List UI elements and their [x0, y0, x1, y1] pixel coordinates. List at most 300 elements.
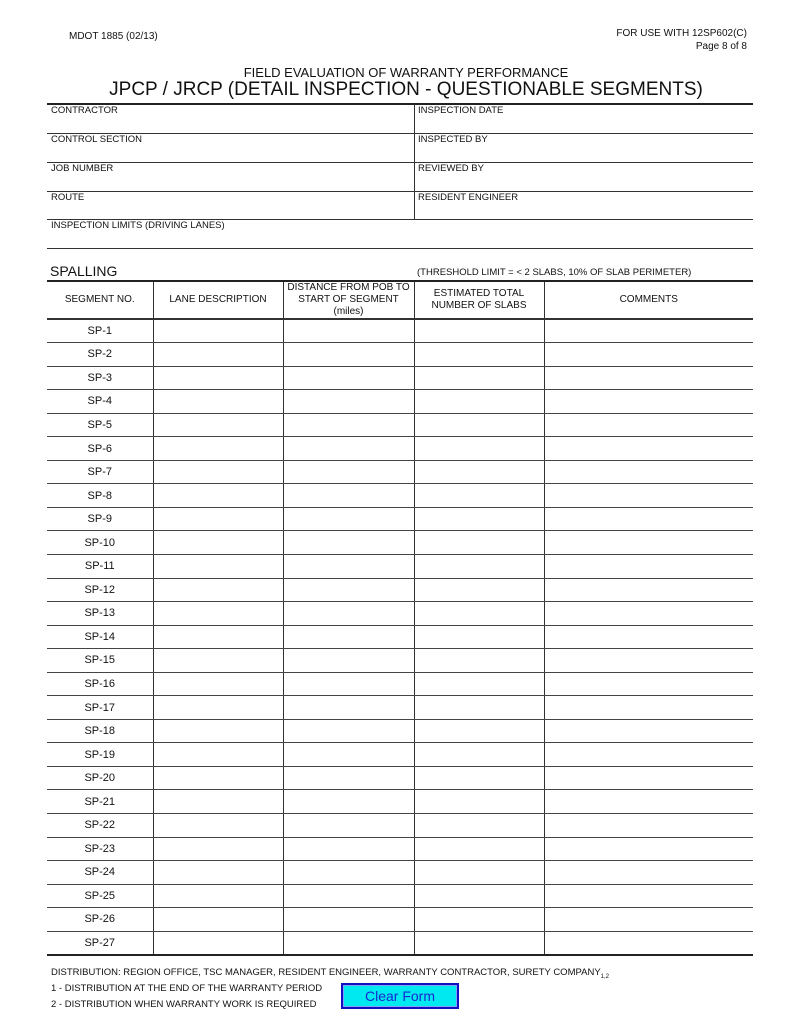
slab-count-input[interactable]: [415, 414, 544, 437]
lane-description-cell: [153, 649, 283, 673]
route-field[interactable]: [51, 204, 409, 218]
distance-cell: [283, 766, 414, 790]
distribution-superscript: 1,2: [600, 973, 609, 980]
page-number: Page 8 of 8: [695, 41, 747, 52]
distance-cell: [283, 554, 414, 578]
slab-count-cell: [414, 602, 544, 626]
form-subtitle: FIELD EVALUATION OF WARRANTY PERFORMANCE: [243, 65, 569, 80]
distance-input[interactable]: [284, 790, 414, 813]
job-number-field[interactable]: [51, 175, 409, 189]
inspection-limits-label: INSPECTION LIMITS (DRIVING LANES): [51, 220, 225, 231]
form-title: JPCP / JRCP (DETAIL INSPECTION - QUESTIONABLE SEGMENTS): [109, 79, 703, 100]
lane-description-input[interactable]: [154, 437, 283, 460]
distance-input[interactable]: [284, 626, 414, 649]
distance-input[interactable]: [284, 602, 414, 625]
slab-count-input[interactable]: [415, 743, 544, 766]
slab-count-cell: [414, 813, 544, 837]
slab-count-input[interactable]: [415, 626, 544, 649]
table-row: [47, 861, 753, 885]
slab-count-input[interactable]: [415, 484, 544, 507]
lane-description-input[interactable]: [154, 885, 283, 908]
inspected-by-label: INSPECTED BY: [418, 134, 488, 145]
reviewed-by-label: REVIEWED BY: [418, 163, 484, 174]
comments-cell: [544, 602, 753, 626]
table-row: [47, 743, 753, 767]
slab-count-input[interactable]: [415, 838, 544, 861]
distance-cell: [283, 813, 414, 837]
header-slabs: ESTIMATED TOTAL NUMBER OF SLABS: [414, 281, 544, 319]
distance-input[interactable]: [284, 461, 414, 484]
contractor-field[interactable]: [51, 117, 409, 131]
slab-count-input[interactable]: [415, 861, 544, 884]
divider: [47, 191, 753, 192]
slab-count-input[interactable]: [415, 367, 544, 390]
comments-input[interactable]: [545, 908, 754, 931]
slab-count-cell: [414, 861, 544, 885]
lane-description-input[interactable]: [154, 767, 283, 790]
comments-input[interactable]: [545, 343, 754, 366]
lane-description-cell: [153, 578, 283, 602]
distance-input[interactable]: [284, 908, 414, 931]
slab-count-cell: [414, 743, 544, 767]
use-with-note: FOR USE WITH 12SP602(C): [616, 28, 747, 39]
slab-count-cell: [414, 578, 544, 602]
control-section-field[interactable]: [51, 146, 409, 160]
slab-count-cell: [414, 437, 544, 461]
distance-input[interactable]: [284, 673, 414, 696]
slab-count-cell: [414, 460, 544, 484]
comments-cell: [544, 743, 753, 767]
lane-description-input[interactable]: [154, 555, 283, 578]
segment-number: SP-26: [47, 908, 153, 932]
inspection-date-field[interactable]: [418, 117, 748, 131]
slab-count-input[interactable]: [415, 508, 544, 531]
distance-input[interactable]: [284, 743, 414, 766]
divider: [47, 162, 753, 163]
slab-count-input[interactable]: [415, 790, 544, 813]
distance-cell: [283, 602, 414, 626]
slab-count-cell: [414, 931, 544, 955]
table-row: [47, 484, 753, 508]
distance-input[interactable]: [284, 437, 414, 460]
segment-number: SP-12: [47, 578, 153, 602]
inspected-by-field[interactable]: [418, 146, 748, 160]
distance-cell: [283, 743, 414, 767]
table-row: [47, 343, 753, 367]
comments-cell: [544, 531, 753, 555]
distance-cell: [283, 696, 414, 720]
lane-description-input[interactable]: [154, 390, 283, 413]
distance-input[interactable]: [284, 367, 414, 390]
lane-description-cell: [153, 531, 283, 555]
comments-input[interactable]: [545, 649, 754, 672]
comments-input[interactable]: [545, 320, 754, 342]
comments-input[interactable]: [545, 814, 754, 837]
header-segment-no: SEGMENT NO.: [47, 281, 153, 319]
slab-count-input[interactable]: [415, 555, 544, 578]
slab-count-input[interactable]: [415, 720, 544, 743]
table-row: [47, 437, 753, 461]
distance-input[interactable]: [284, 649, 414, 672]
comments-cell: [544, 437, 753, 461]
table-row: [47, 531, 753, 555]
form-id: MDOT 1885 (02/13): [69, 31, 158, 42]
distance-cell: [283, 790, 414, 814]
lane-description-cell: [153, 390, 283, 414]
table-row: [47, 366, 753, 390]
comments-input[interactable]: [545, 626, 754, 649]
comments-input[interactable]: [545, 790, 754, 813]
distance-input[interactable]: [284, 508, 414, 531]
segment-number: SP-5: [47, 413, 153, 437]
lane-description-input[interactable]: [154, 814, 283, 837]
slab-count-cell: [414, 484, 544, 508]
comments-input[interactable]: [545, 579, 754, 602]
lane-description-cell: [153, 861, 283, 885]
table-row: [47, 766, 753, 790]
lane-description-input[interactable]: [154, 838, 283, 861]
comments-input[interactable]: [545, 531, 754, 554]
comments-cell: [544, 813, 753, 837]
table-row: [47, 602, 753, 626]
lane-description-cell: [153, 672, 283, 696]
slab-count-input[interactable]: [415, 649, 544, 672]
slab-count-cell: [414, 766, 544, 790]
lane-description-cell: [153, 366, 283, 390]
comments-cell: [544, 507, 753, 531]
slab-count-input[interactable]: [415, 696, 544, 719]
comments-cell: [544, 766, 753, 790]
slab-count-cell: [414, 413, 544, 437]
comments-cell: [544, 696, 753, 720]
segment-number: SP-15: [47, 649, 153, 673]
slab-count-cell: [414, 884, 544, 908]
lane-description-cell: [153, 790, 283, 814]
lane-description-cell: [153, 837, 283, 861]
segment-number: SP-25: [47, 884, 153, 908]
table-row: [47, 672, 753, 696]
comments-input[interactable]: [545, 437, 754, 460]
table-row: [47, 319, 753, 343]
distance-input[interactable]: [284, 696, 414, 719]
lane-description-cell: [153, 319, 283, 343]
comments-cell: [544, 484, 753, 508]
segment-number: SP-19: [47, 743, 153, 767]
footnote-1: 1 - DISTRIBUTION AT THE END OF THE WARRANTY PERIOD: [51, 983, 323, 994]
table-row: [47, 837, 753, 861]
distance-input[interactable]: [284, 555, 414, 578]
lane-description-input[interactable]: [154, 508, 283, 531]
distance-cell: [283, 719, 414, 743]
distance-cell: [283, 460, 414, 484]
lane-description-cell: [153, 484, 283, 508]
slab-count-cell: [414, 366, 544, 390]
comments-input[interactable]: [545, 555, 754, 578]
segment-number: SP-1: [47, 319, 153, 343]
slab-count-cell: [414, 719, 544, 743]
comments-cell: [544, 837, 753, 861]
lane-description-cell: [153, 602, 283, 626]
lane-description-cell: [153, 719, 283, 743]
comments-input[interactable]: [545, 720, 754, 743]
table-row: [47, 884, 753, 908]
slab-count-cell: [414, 672, 544, 696]
slab-count-cell: [414, 649, 544, 673]
lane-description-cell: [153, 696, 283, 720]
slab-count-input[interactable]: [415, 908, 544, 931]
slab-count-input[interactable]: [415, 885, 544, 908]
distance-cell: [283, 861, 414, 885]
comments-cell: [544, 460, 753, 484]
distance-cell: [283, 484, 414, 508]
distance-cell: [283, 625, 414, 649]
distance-cell: [283, 343, 414, 367]
slab-count-input[interactable]: [415, 320, 544, 342]
lane-description-cell: [153, 743, 283, 767]
lane-description-input[interactable]: [154, 908, 283, 931]
distance-cell: [283, 507, 414, 531]
job-number-label: JOB NUMBER: [51, 163, 114, 174]
distance-cell: [283, 437, 414, 461]
lane-description-cell: [153, 437, 283, 461]
lane-description-input[interactable]: [154, 790, 283, 813]
slab-count-cell: [414, 554, 544, 578]
comments-cell: [544, 790, 753, 814]
lane-description-cell: [153, 507, 283, 531]
lane-description-input[interactable]: [154, 673, 283, 696]
lane-description-input[interactable]: [154, 320, 283, 342]
distance-cell: [283, 531, 414, 555]
lane-description-input[interactable]: [154, 414, 283, 437]
comments-cell: [544, 908, 753, 932]
divider: [414, 104, 415, 220]
divider: [47, 103, 753, 105]
comments-input[interactable]: [545, 484, 754, 507]
segment-number: SP-7: [47, 460, 153, 484]
distance-input[interactable]: [284, 320, 414, 342]
distance-input[interactable]: [284, 484, 414, 507]
lane-description-cell: [153, 884, 283, 908]
distance-cell: [283, 390, 414, 414]
distribution-text: DISTRIBUTION: REGION OFFICE, TSC MANAGER, RESIDENT ENGINEER, WARRANTY CONTRACTOR, SURETY COMPANY: [51, 967, 601, 978]
route-label: ROUTE: [51, 192, 85, 203]
lane-description-input[interactable]: [154, 579, 283, 602]
segment-number: SP-14: [47, 625, 153, 649]
lane-description-input[interactable]: [154, 743, 283, 766]
segment-number: SP-18: [47, 719, 153, 743]
comments-cell: [544, 366, 753, 390]
comments-input[interactable]: [545, 767, 754, 790]
comments-input[interactable]: [545, 838, 754, 861]
segment-number: SP-21: [47, 790, 153, 814]
lane-description-cell: [153, 460, 283, 484]
comments-cell: [544, 649, 753, 673]
table-row: [47, 390, 753, 414]
lane-description-input[interactable]: [154, 720, 283, 743]
slab-count-input[interactable]: [415, 531, 544, 554]
comments-cell: [544, 413, 753, 437]
comments-cell: [544, 719, 753, 743]
lane-description-cell: [153, 931, 283, 955]
lane-description-cell: [153, 766, 283, 790]
slab-count-input[interactable]: [415, 461, 544, 484]
inspection-limits-field[interactable]: [51, 232, 751, 246]
slab-count-input[interactable]: [415, 673, 544, 696]
lane-description-input[interactable]: [154, 649, 283, 672]
comments-cell: [544, 343, 753, 367]
table-row: [47, 649, 753, 673]
contractor-label: CONTRACTOR: [51, 105, 118, 116]
slab-count-cell: [414, 343, 544, 367]
lane-description-input[interactable]: [154, 696, 283, 719]
segment-number: SP-27: [84, 936, 116, 949]
comments-cell: [544, 861, 753, 885]
distance-cell: [283, 319, 414, 343]
comments-input[interactable]: [545, 696, 754, 719]
segment-number: SP-3: [47, 366, 153, 390]
distance-input[interactable]: [284, 838, 414, 861]
distance-cell: [283, 672, 414, 696]
spalling-table: [47, 280, 753, 956]
distance-cell: [283, 413, 414, 437]
lane-description-cell: [153, 813, 283, 837]
segment-number: SP-11: [47, 554, 153, 578]
slab-count-input[interactable]: [415, 602, 544, 625]
segment-number: SP-10: [47, 531, 153, 555]
table-row: [47, 554, 753, 578]
slab-count-input[interactable]: [415, 767, 544, 790]
header-comments: COMMENTS: [544, 281, 753, 319]
slab-count-input[interactable]: [415, 390, 544, 413]
comments-input[interactable]: [545, 885, 754, 908]
distance-cell: [283, 931, 414, 955]
distance-cell: [283, 837, 414, 861]
distance-input[interactable]: [284, 390, 414, 413]
distance-input[interactable]: [284, 579, 414, 602]
segment-number: SP-16: [47, 672, 153, 696]
slab-count-cell: [414, 908, 544, 932]
segment-number: SP-13: [47, 602, 153, 626]
table-row: [47, 790, 753, 814]
distance-input[interactable]: [284, 885, 414, 908]
comments-input[interactable]: [545, 390, 754, 413]
clear-form-button[interactable]: Clear Form: [341, 983, 459, 1009]
comments-input[interactable]: [545, 461, 754, 484]
slab-count-input[interactable]: [415, 814, 544, 837]
distance-cell: [283, 884, 414, 908]
lane-description-input[interactable]: [154, 367, 283, 390]
distance-input[interactable]: [284, 767, 414, 790]
distance-input[interactable]: [284, 531, 414, 554]
slab-count-cell: [414, 507, 544, 531]
slab-count-cell: [414, 696, 544, 720]
comments-input[interactable]: [545, 414, 754, 437]
slab-count-cell: [414, 319, 544, 343]
lane-description-cell: [153, 413, 283, 437]
distance-input[interactable]: [284, 814, 414, 837]
header-distance: DISTANCE FROM POB TO START OF SEGMENT (miles): [283, 281, 414, 319]
table-row: [47, 460, 753, 484]
comments-input[interactable]: [545, 673, 754, 696]
comments-input[interactable]: [545, 932, 754, 954]
segment-number: SP-17: [47, 696, 153, 720]
table-row: [47, 625, 753, 649]
table-row: [47, 931, 753, 955]
distance-input[interactable]: [284, 720, 414, 743]
lane-description-input[interactable]: [154, 531, 283, 554]
comments-input[interactable]: [545, 743, 754, 766]
slab-count-input[interactable]: [415, 579, 544, 602]
lane-description-input[interactable]: [154, 343, 283, 366]
divider: [47, 133, 753, 134]
lane-description-input[interactable]: [154, 626, 283, 649]
table-row: [47, 813, 753, 837]
lane-description-input[interactable]: [154, 461, 283, 484]
divider: [47, 248, 753, 249]
slab-count-cell: [414, 790, 544, 814]
section-title: SPALLING: [50, 263, 118, 279]
distance-cell: [283, 366, 414, 390]
resident-engineer-label: RESIDENT ENGINEER: [418, 192, 519, 203]
comments-input[interactable]: [545, 602, 754, 625]
comments-cell: [544, 390, 753, 414]
segment-number: SP-20: [47, 766, 153, 790]
segment-number: SP-6: [47, 437, 153, 461]
comments-cell: [544, 578, 753, 602]
resident-engineer-field[interactable]: [418, 204, 748, 218]
slab-count-input[interactable]: [415, 437, 544, 460]
lane-description-input[interactable]: [154, 602, 283, 625]
lane-description-input[interactable]: [154, 484, 283, 507]
comments-input[interactable]: [545, 508, 754, 531]
segment-number: SP-9: [47, 507, 153, 531]
footnote-2: 2 - DISTRIBUTION WHEN WARRANTY WORK IS REQUIRED: [51, 999, 317, 1010]
distance-input[interactable]: [284, 343, 414, 366]
slab-count-input[interactable]: [415, 932, 544, 954]
comments-cell: [544, 884, 753, 908]
table-row: [47, 578, 753, 602]
lane-description-cell: [153, 625, 283, 649]
slab-count-cell: [414, 837, 544, 861]
segment-number: SP-4: [47, 390, 153, 414]
slab-count-input[interactable]: [415, 343, 544, 366]
lane-description-cell: [153, 343, 283, 367]
distribution-note: [51, 967, 609, 980]
segment-number: SP-8: [47, 484, 153, 508]
slab-count-cell: [414, 390, 544, 414]
table-row: [47, 507, 753, 531]
segment-number: SP-2: [47, 343, 153, 367]
distance-input[interactable]: [284, 414, 414, 437]
comments-cell: [544, 554, 753, 578]
comments-cell: [544, 319, 753, 343]
distance-input[interactable]: [284, 861, 414, 884]
table-row: [47, 908, 753, 932]
lane-description-input[interactable]: [154, 861, 283, 884]
distance-input[interactable]: [284, 932, 414, 954]
distance-cell: [283, 578, 414, 602]
segment-number: SP-22: [47, 813, 153, 837]
comments-input[interactable]: [545, 861, 754, 884]
comments-input[interactable]: [545, 367, 754, 390]
segment-number: SP-24: [47, 861, 153, 885]
control-section-label: CONTROL SECTION: [51, 134, 142, 145]
lane-description-cell: [153, 908, 283, 932]
lane-description-input[interactable]: [154, 932, 283, 954]
table-row: [47, 413, 753, 437]
lane-description-cell: [153, 554, 283, 578]
reviewed-by-field[interactable]: [418, 175, 748, 189]
